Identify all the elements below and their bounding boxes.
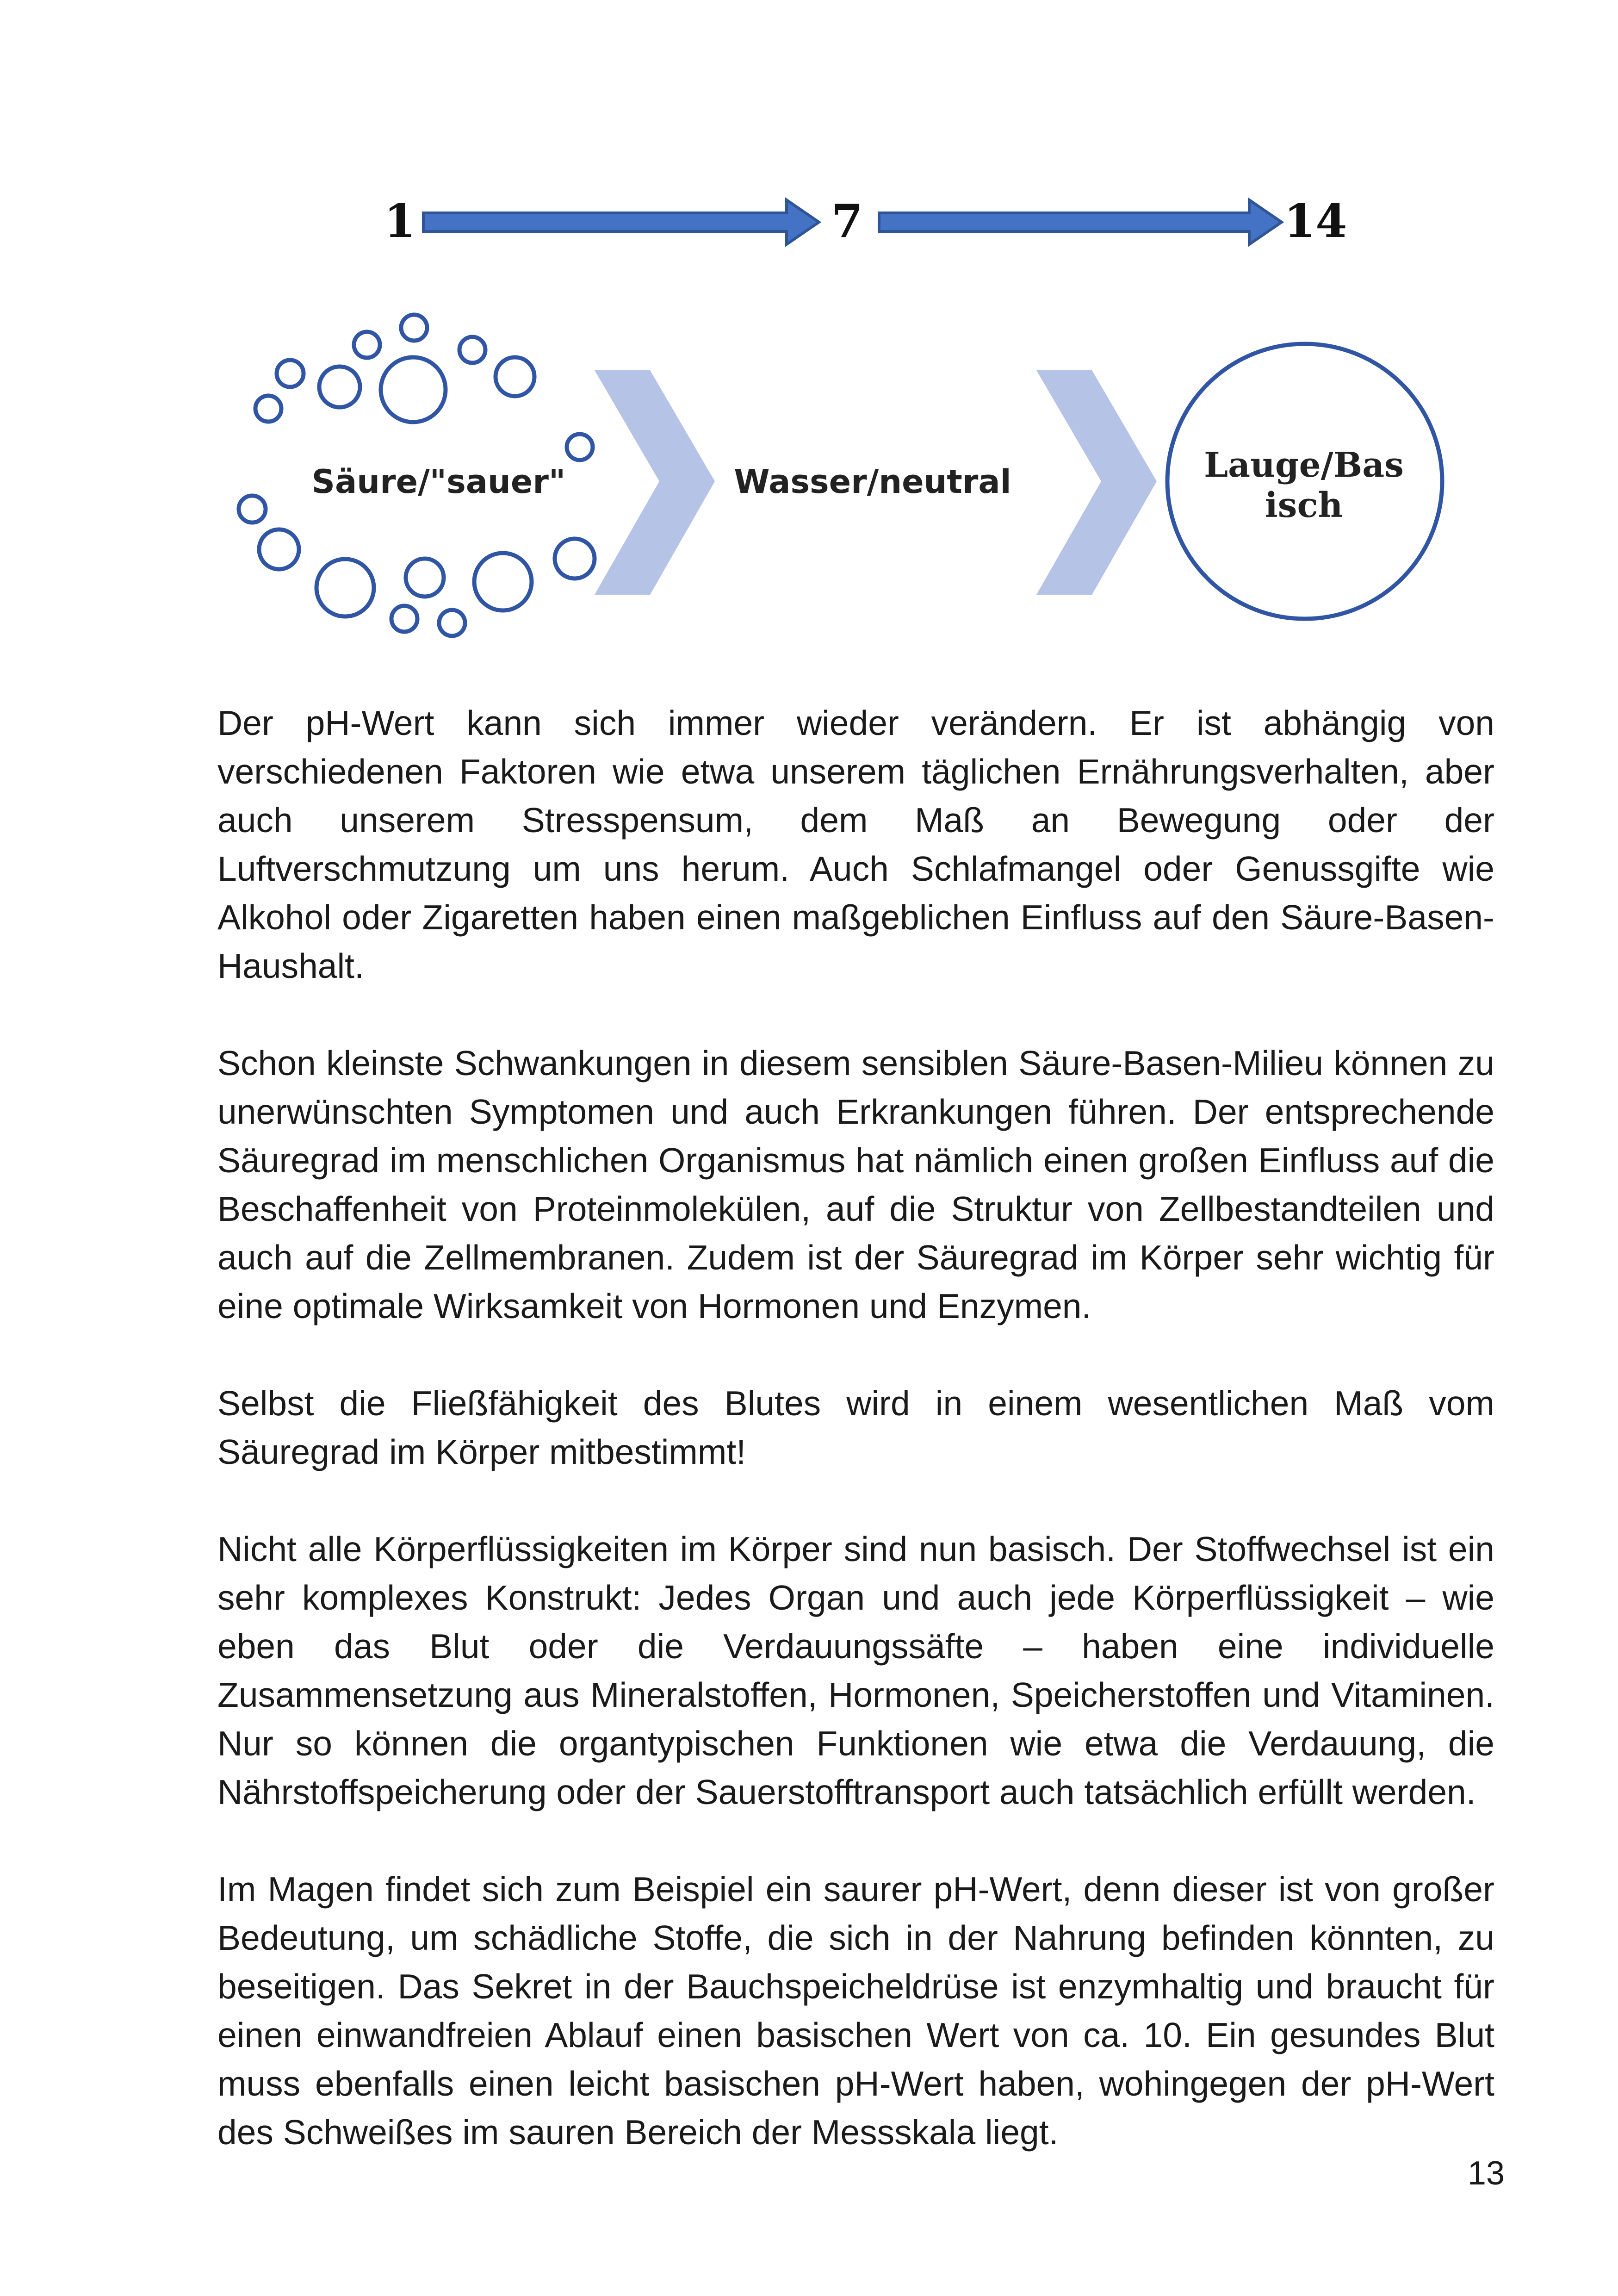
scale-arrow-right (879, 200, 1282, 244)
body-text (217, 699, 1494, 2205)
scale-middle-label: 7 (831, 195, 863, 248)
acid-label: Säure/"sauer" (311, 463, 566, 501)
scale-start-label: 1 (384, 195, 416, 248)
ph-scale-diagram (0, 0, 1618, 671)
acid-bubble (354, 332, 380, 358)
scale-arrow-left (423, 200, 819, 244)
acid-bubble (391, 606, 417, 632)
acid-bubble (239, 496, 266, 523)
acid-bubble (406, 559, 444, 597)
scale-end-label: 14 (1284, 195, 1347, 248)
chevron-arrow-1 (595, 370, 715, 595)
acid-bubble (255, 396, 281, 422)
acid-bubble (496, 357, 534, 396)
acid-bubble (459, 337, 485, 363)
neutral-label: Wasser/neutral (734, 463, 1011, 501)
page-number: 13 (1467, 2155, 1505, 2192)
paragraph: Im Magen findet sich zum Beispiel ein saurer pH-Wert, denn dieser ist von großer Bedeutung, um schädliche Stoffe, die sich in der Nahrung befinden könnten, zu beseitigen. Das Sekret in der Bauchspeicheldrüse ist enzymhaltig und braucht für einen einwandfreien Ablauf einen basischen Wert von ca. 10. Ein gesundes Blut muss ebenfalls einen leicht basischen pH-Wert haben, wohingegen der pH-Wert des Schweißes im sauren Bereich der Messskala liegt. (217, 1870, 1494, 2152)
acid-bubble (474, 553, 532, 610)
acid-bubble (319, 367, 360, 407)
acid-bubble (381, 357, 446, 422)
paragraph: Selbst die Fließfähigkeit des Blutes wird in einem wesentlichen Maß vom Säuregrad im Körper mitbestimmt! (217, 1384, 1494, 1471)
base-label-line-2: isch (1265, 485, 1343, 525)
base-label-line-1: Lauge/Bas (1204, 445, 1404, 485)
acid-bubble (401, 315, 427, 341)
paragraph: Schon kleinste Schwankungen in diesem sensiblen Säure-Basen-Milieu können zu unerwünschten Symptomen und auch Erkrankungen führen. Der entsprechende Säuregrad im menschlichen Organismus hat nämlich einen großen Einfluss auf die Beschaffenheit von Proteinmolekülen, auf die Struktur von Zellbestandteilen und auch auf die Zellmembranen. Zudem ist der Säuregrad im Körper sehr wichtig für eine optimale Wirksamkeit von Hormonen und Enzymen. (217, 1044, 1494, 1325)
acid-bubble (567, 434, 593, 460)
acid-bubble (259, 529, 299, 569)
chevron-arrow-2 (1036, 370, 1157, 595)
paragraph: Nicht alle Körperflüssigkeiten im Körper sind nun basisch. Der Stoffwechsel ist ein sehr komplexes Konstrukt: Jedes Organ und auch jede Körperflüssigkeit – wie eben das Blut oder die Verdauungssäfte – haben eine individuelle Zusammensetzung aus Mineralstoffen, Hormonen, Speicherstoffen und Vitaminen. Nur so können die organtypischen Funktionen wie etwa die Verdauung, die Nährstoffspeicherung oder der Sauerstofftransport auch tatsächlich erfüllt werden. (217, 1530, 1494, 1811)
acid-bubble (277, 360, 304, 387)
paragraph: Der pH-Wert kann sich immer wieder verändern. Er ist abhängig von verschiedenen Faktoren wie etwa unserem täglichen Ernährungsverhalten, aber auch unserem Stresspensum, dem Maß an Bewegung oder der Luftverschmutzung um uns herum. Auch Schlafmangel oder Genussgifte wie Alkohol oder Zigaretten haben einen maßgeblichen Einfluss auf den Säure-Basen-Haushalt. (217, 703, 1494, 985)
acid-bubble (316, 559, 374, 616)
acid-bubble (439, 610, 465, 636)
acid-bubble (555, 539, 595, 579)
